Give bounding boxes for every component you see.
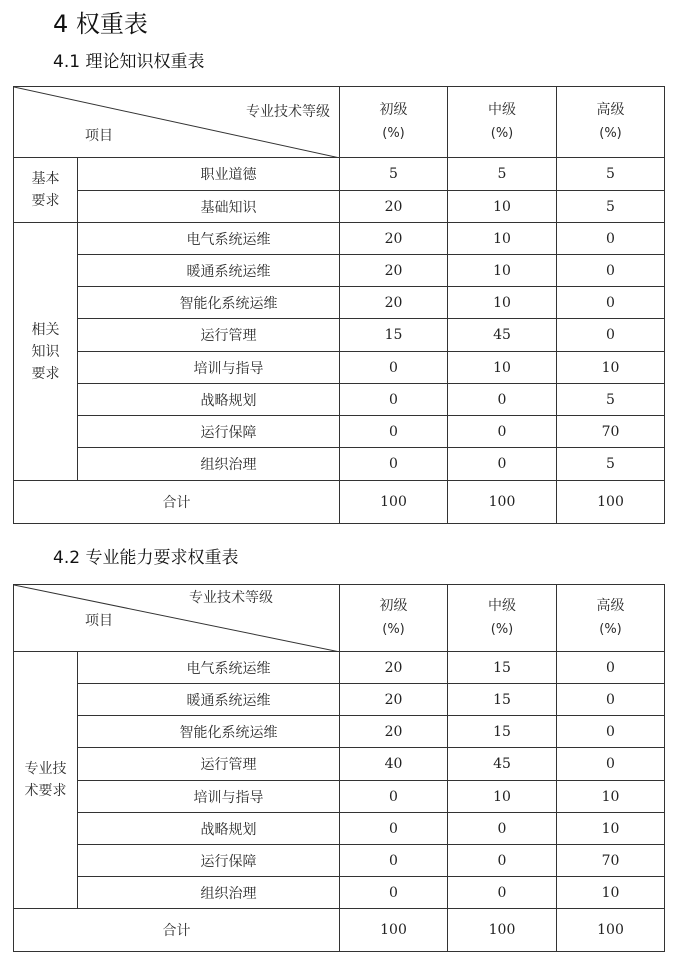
value-intermediate: 0 [448,877,557,909]
level-header-junior [340,87,448,158]
level-unit: (%) [490,622,514,637]
level-unit: (%) [382,126,405,141]
table-row [14,158,665,191]
value-junior: 0 [340,416,448,448]
value-senior: 0 [557,319,665,352]
value-senior: 5 [557,158,665,191]
value-junior: 5 [340,158,448,191]
page-title: 4 权重表 [53,10,148,38]
table-row [14,748,665,781]
value-senior: 10 [557,352,665,384]
value-junior: 0 [340,352,448,384]
table-row [14,384,665,416]
value-senior: 10 [557,813,665,845]
value-junior: 0 [340,813,448,845]
level-header-junior [340,585,448,652]
level-header-senior [557,87,665,158]
diagonal-line [14,585,340,652]
level-unit: (%) [490,126,514,141]
value-senior: 0 [557,255,665,287]
table-row [14,255,665,287]
total-intermediate: 100 [448,481,557,524]
table-row [14,781,665,813]
value-junior: 20 [340,684,448,716]
value-senior: 10 [557,877,665,909]
value-intermediate: 0 [448,845,557,877]
value-intermediate: 0 [448,448,557,481]
diagonal-header-cell [14,87,340,158]
item-name: 运行管理 [78,748,340,781]
item-name: 组织治理 [78,448,340,481]
level-name: 高级 [596,102,625,118]
value-senior: 10 [557,781,665,813]
group-label-line: 知识 [31,343,60,360]
item-name: 组织治理 [78,877,340,909]
group-label-related-knowledge [14,223,78,481]
level-header-senior [557,585,665,652]
value-junior: 20 [340,652,448,684]
item-name: 暖通系统运维 [78,684,340,716]
level-name: 初级 [379,598,408,614]
level-header-label: 专业技术等级 [246,104,330,120]
table-row [14,287,665,319]
professional-ability-weight-table [13,584,665,952]
value-intermediate: 45 [448,748,557,781]
total-junior: 100 [340,481,448,524]
level-name: 中级 [488,598,516,614]
item-name: 电气系统运维 [78,223,340,255]
total-senior: 100 [557,909,665,952]
header-row [14,585,665,652]
value-senior: 0 [557,716,665,748]
group-label-line: 术要求 [24,783,67,799]
value-intermediate: 0 [448,384,557,416]
value-junior: 20 [340,191,448,223]
total-intermediate: 100 [448,909,557,952]
value-junior: 0 [340,845,448,877]
value-intermediate: 10 [448,255,557,287]
item-name: 暖通系统运维 [78,255,340,287]
level-unit: (%) [599,126,622,141]
group-label-line: 专业技 [24,761,67,777]
item-name: 基础知识 [78,191,340,223]
table-row [14,684,665,716]
table-row [14,813,665,845]
value-junior: 20 [340,223,448,255]
group-label-line: 相关 [31,321,60,338]
table-row [14,416,665,448]
level-name: 高级 [596,598,625,614]
total-row [14,909,665,952]
item-name: 电气系统运维 [78,652,340,684]
total-label: 合计 [14,909,340,952]
group-label-line: 基本 [31,171,60,187]
level-header-intermediate [448,87,557,158]
value-senior: 0 [557,652,665,684]
value-senior: 0 [557,223,665,255]
item-name: 运行管理 [78,319,340,352]
item-name: 战略规划 [78,813,340,845]
total-junior: 100 [340,909,448,952]
value-intermediate: 0 [448,813,557,845]
table-row [14,716,665,748]
table-row [14,845,665,877]
value-junior: 0 [340,384,448,416]
item-name: 智能化系统运维 [78,287,340,319]
level-unit: (%) [382,622,405,637]
value-intermediate: 10 [448,352,557,384]
value-junior: 0 [340,877,448,909]
item-name: 运行保障 [78,416,340,448]
item-name: 战略规划 [78,384,340,416]
item-name: 职业道德 [78,158,340,191]
table2-title: 4.2 专业能力要求权重表 [53,548,239,568]
table-row [14,877,665,909]
value-intermediate: 15 [448,716,557,748]
item-name: 运行保障 [78,845,340,877]
total-row [14,481,665,524]
value-intermediate: 45 [448,319,557,352]
item-header-label: 项目 [85,128,113,144]
diagonal-line [14,87,340,158]
value-intermediate: 10 [448,223,557,255]
table-row [14,223,665,255]
value-intermediate: 10 [448,287,557,319]
group-label-line: 要求 [31,365,60,382]
value-senior: 5 [557,448,665,481]
value-senior: 0 [557,748,665,781]
level-header-label: 专业技术等级 [189,590,273,606]
value-junior: 0 [340,448,448,481]
item-name: 培训与指导 [78,781,340,813]
value-intermediate: 15 [448,652,557,684]
table-row [14,652,665,684]
level-header-intermediate [448,585,557,652]
group-label-professional-tech [14,652,78,909]
theory-knowledge-weight-table [13,86,665,524]
value-junior: 40 [340,748,448,781]
value-senior: 0 [557,684,665,716]
value-junior: 0 [340,781,448,813]
value-intermediate: 5 [448,158,557,191]
diagonal-header-cell [14,585,340,652]
level-unit: (%) [599,622,622,637]
item-name: 培训与指导 [78,352,340,384]
value-senior: 5 [557,191,665,223]
value-intermediate: 10 [448,781,557,813]
value-junior: 20 [340,255,448,287]
level-name: 中级 [488,102,516,118]
group-label-line: 要求 [31,193,60,209]
total-label: 合计 [14,481,340,524]
table-row [14,352,665,384]
table-row [14,448,665,481]
value-senior: 5 [557,384,665,416]
total-senior: 100 [557,481,665,524]
value-junior: 20 [340,716,448,748]
table1-title: 4.1 理论知识权重表 [53,52,205,72]
value-senior: 70 [557,845,665,877]
value-junior: 20 [340,287,448,319]
value-senior: 0 [557,287,665,319]
header-row [14,87,665,158]
group-label-basic [14,158,78,223]
table-row [14,191,665,223]
value-senior: 70 [557,416,665,448]
table-row [14,319,665,352]
value-intermediate: 0 [448,416,557,448]
value-intermediate: 15 [448,684,557,716]
level-name: 初级 [379,102,408,118]
item-header-label: 项目 [85,613,113,629]
item-name: 智能化系统运维 [78,716,340,748]
value-junior: 15 [340,319,448,352]
value-intermediate: 10 [448,191,557,223]
